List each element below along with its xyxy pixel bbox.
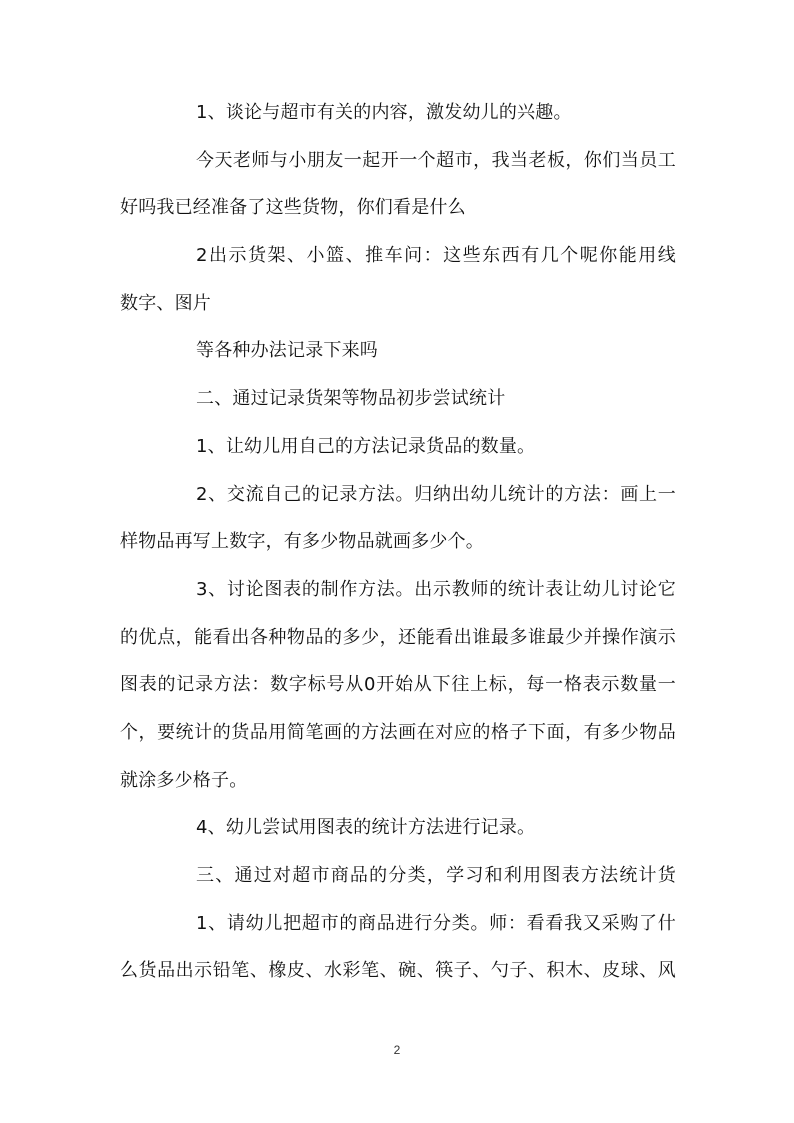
- document-body: [120, 89, 676, 995]
- text-line: 么货品出示铅笔、橡皮、水彩笔、碗、筷子、勺子、积木、皮球、风: [120, 960, 676, 982]
- text-line: 二、通过记录货架等物品初步尝试统计: [196, 388, 506, 410]
- text-line: 好吗我已经准备了这些货物，你们看是什么: [120, 197, 466, 219]
- page-number: 2: [393, 1043, 401, 1057]
- text-line: 图表的记录方法：数字标号从0开始从下往上标，每一格表示数量一: [120, 674, 676, 696]
- text-line: 1、请幼儿把超市的商品进行分类。师：看看我又采购了什: [196, 912, 676, 934]
- text-line: 的优点，能看出各种物品的多少，还能看出谁最多谁最少并操作演示: [120, 626, 676, 648]
- text-line: 1、谈论与超市有关的内容，激发幼儿的兴趣。: [196, 102, 572, 123]
- text-line: 就涂多少格子。: [120, 769, 248, 791]
- text-line: 数字、图片: [120, 292, 211, 314]
- text-line: 个，要统计的货品用简笔画的方法画在对应的格子下面，有多少物品: [120, 721, 676, 743]
- text-line: 2出示货架、小篮、推车问：这些东西有几个呢你能用线: [196, 245, 676, 267]
- text-line: 等各种办法记录下来吗: [196, 340, 378, 362]
- text-line: 三、通过对超市商品的分类，学习和利用图表方法统计货: [196, 865, 676, 886]
- text-line: 3、讨论图表的制作方法。出示教师的统计表让幼儿讨论它: [196, 578, 676, 600]
- text-line: 4、幼儿尝试用图表的统计方法进行记录。: [196, 817, 536, 839]
- text-line: 2、交流自己的记录方法。归纳出幼儿统计的方法：画上一: [196, 483, 676, 505]
- text-line: 样物品再写上数字，有多少物品就画多少个。: [120, 531, 484, 553]
- text-line: 今天老师与小朋友一起开一个超市，我当老板，你们当员工: [196, 149, 676, 171]
- text-line: 1、让幼儿用自己的方法记录货品的数量。: [196, 435, 536, 457]
